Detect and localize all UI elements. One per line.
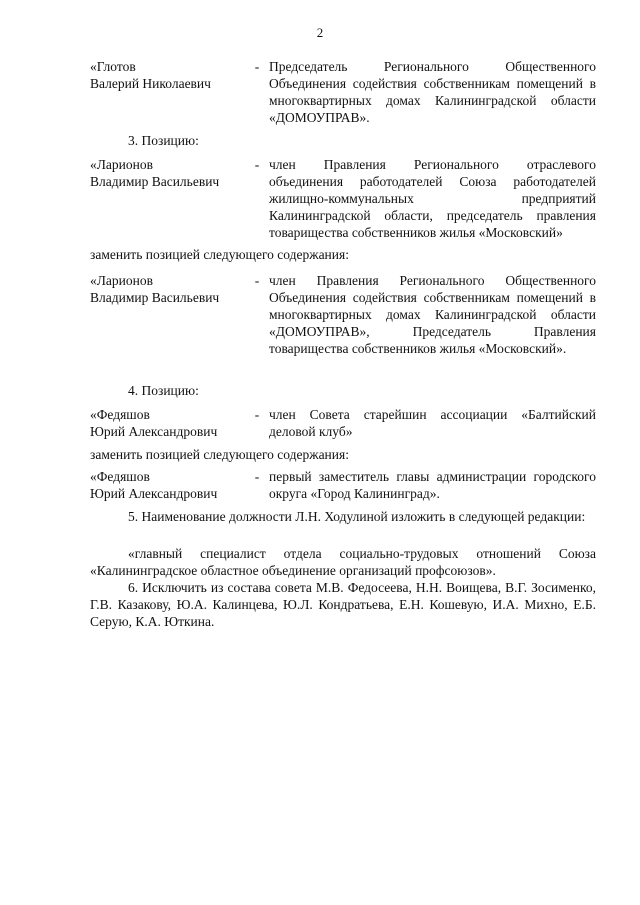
page-number: 2 [316,25,324,40]
member-name: «Ларионов Владимир Васильевич [90,273,220,305]
member-position: первый заместитель главы администрации городского округа «Город Калининград». [269,469,596,501]
replace-text-2: заменить позицией следующего содержания: [90,447,349,462]
item-4-heading: 4. Позицию: [128,383,199,398]
entry-dash: - [254,59,260,74]
entry-dash: - [254,469,260,484]
item-6-paragraph: 6. Исключить из состава совета М.В. Федосеева, Н.Н. Воищева, В.Г. Зосименко, Г.В. Казакову, Ю.А. Калинцева, Ю.Л. Кондратьева, Е.Н. Кошевую, И.А. Михно, Е.Б. Серую, К.А. Юткина. [90,580,596,629]
member-position: член Правления Регионального Общественного Объединения содействия собственникам помещений в многоквартирных домах Калининградской области «ДОМОУПРАВ», Председатель Правления товарищества собственников жилья «Московский». [269,273,596,356]
item-5-quote: «главный специалист отдела социально-трудовых отношений Союза «Калининградское областное объединение организаций профсоюзов». [90,546,596,578]
member-position: член Совета старейшин ассоциации «Балтийский деловой клуб» [269,407,596,439]
member-position: Председатель Регионального Общественного Объединения содействия собственникам помещений в многоквартирных домах Калининградской области «ДОМОУПРАВ». [269,59,596,125]
member-name: «Федяшов Юрий Александрович [90,407,218,439]
entry-dash: - [254,273,260,288]
item-3-heading: 3. Позицию: [128,133,199,148]
member-name: «Федяшов Юрий Александрович [90,469,218,501]
entry-dash: - [254,407,260,422]
member-name: «Глотов Валерий Николаевич [90,59,211,91]
replace-text-1: заменить позицией следующего содержания: [90,247,349,262]
entry-dash: - [254,157,260,172]
member-position: член Правления Регионального отраслевого объединения работодателей Союза работодателей жилищно-коммунальных предприятий Калининградской области, председатель правления товарищества собственников жилья «Московский» [269,157,596,240]
item-5-paragraph: 5. Наименование должности Л.Н. Ходулиной изложить в следующей редакции: [128,509,586,524]
member-name: «Ларионов Владимир Васильевич [90,157,220,189]
